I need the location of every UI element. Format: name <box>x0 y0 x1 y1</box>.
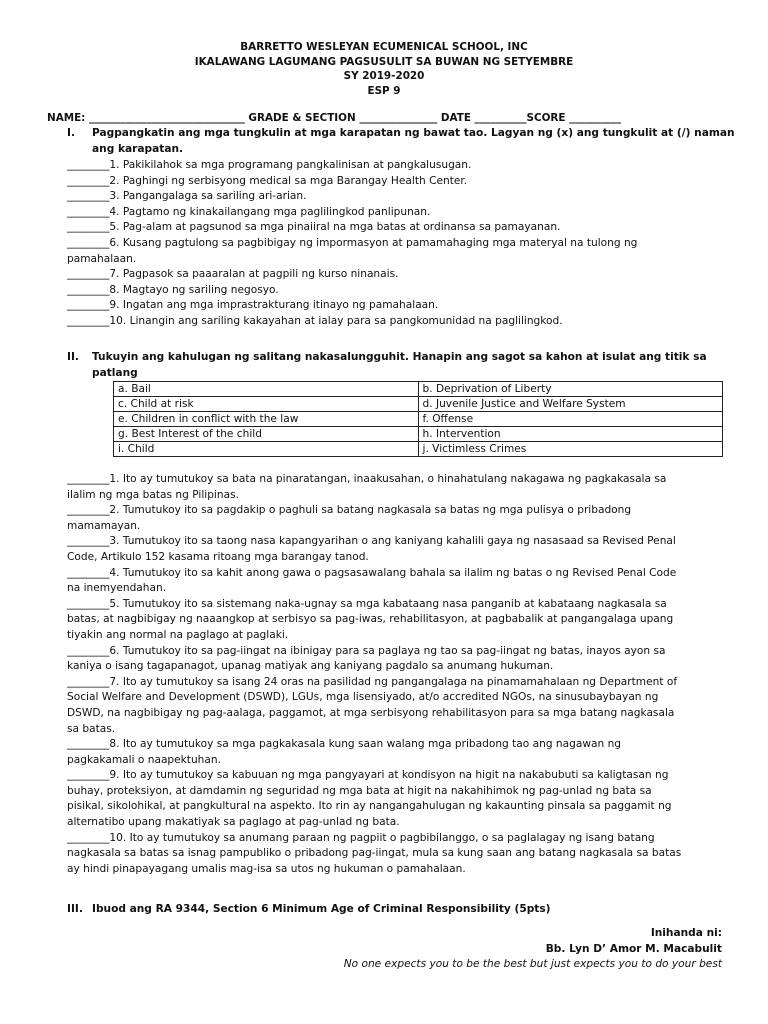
section-2-number: II. <box>67 351 79 363</box>
choice-cell: h. Intervention <box>418 427 723 442</box>
table-row <box>114 427 723 442</box>
choice-cell: i. Child <box>114 442 419 457</box>
question-item <box>67 503 727 534</box>
section-2-instruction-line: Tukuyin ang kahulugan ng salitang nakasalungguhit. Hanapin ang sagot sa kahon at isulat ang titik sa <box>92 351 707 363</box>
choice-cell: d. Juvenile Justice and Welfare System <box>418 397 723 412</box>
prepared-by-label: Inihanda ni: <box>650 927 722 939</box>
table-row <box>114 382 723 397</box>
question-line: ________10. Ito ay tumutukoy sa anumang paraan ng pagpiit o pagbibilanggo, o sa paglalagay ng isang batang <box>67 831 655 844</box>
question-line: ________2. Tumutukoy ito sa pagdakip o paghuli sa batang nagkasala sa batas ng mga pulisya o pribadong <box>67 504 632 517</box>
list-item: ________2. Paghingi ng serbisyong medical sa mga Barangay Health Center. <box>67 174 468 187</box>
question-item <box>67 472 727 503</box>
school-name: BARRETTO WESLEYAN ECUMENICAL SCHOOL, INC <box>240 41 528 53</box>
section-2-instruction <box>92 350 728 381</box>
question-line: ________3. Tumutukoy ito sa taong nasa kapangyarihan o ang kaniyang kahalili gaya ng nasasaad sa Revised Penal <box>67 535 676 548</box>
question-line: kaniya o isang tagapanagot, upanag matiyak ang kaniyang pagdalo sa anumang hukuman. <box>67 660 554 673</box>
exam-title: IKALAWANG LAGUMANG PAGSUSULIT SA BUWAN NG SETYEMBRE <box>194 55 574 68</box>
question-line: sa batas. <box>67 722 116 735</box>
subject: ESP 9 <box>367 84 401 97</box>
question-line: ________5. Tumutukoy ito sa sistemang naka-ugnay sa mga kabataang nasa panganib at kabataang nagkasala sa <box>67 597 667 610</box>
question-line: buhay, proteksiyon, at damdamin ng seguridad ng mga bata at higit na nakahihimok ng pag-unlad ng bata sa <box>67 784 652 797</box>
choice-cell: g. Best Interest of the child <box>114 427 419 442</box>
section-1-instruction <box>92 126 735 157</box>
choice-cell: f. Offense <box>418 412 723 427</box>
question-item <box>67 831 727 878</box>
question-line: ________8. Ito ay tumutukoy sa mga pagkakasala kung saan walang mga pribadong tao ang nagawan ng <box>67 738 622 751</box>
section-1-instruction-line: Pagpangkatin ang mga tungkulin at mga karapatan ng bawat tao. Lagyan ng (x) ang tungkulit at (/) naman <box>92 127 735 139</box>
student-info-line: NAME: ______________________________ GRADE & SECTION _______________ DATE __________SCORE __________ <box>47 112 622 124</box>
question-line: mamamayan. <box>67 519 141 532</box>
question-line: ________4. Tumutukoy ito sa kahit anong gawa o pagsasawalang bahala sa ilalim ng batas o ng Revised Penal Code <box>67 566 677 579</box>
table-row <box>114 397 723 412</box>
list-item: ________10. Linangin ang sariling kakayahan at ialay para sa pangkomunidad na paglilingkod. <box>67 314 563 327</box>
question-item <box>67 768 727 830</box>
question-item <box>67 566 727 597</box>
list-item: ________6. Kusang pagtulong sa pagbibigay ng impormasyon at pamamahaging mga materyal na tulong ng <box>67 236 638 249</box>
question-item <box>67 644 727 675</box>
question-line: alternatibo upang makatiyak sa paglago at pag-unlad ng bata. <box>67 816 400 829</box>
list-item: ________1. Pakikilahok sa mga programang pangkalinisan at pangkalusugan. <box>67 159 472 171</box>
choice-cell: a. Bail <box>114 382 419 397</box>
section-2-instruction-line: patlang <box>92 366 138 379</box>
section-3-instruction: Ibuod ang RA 9344, Section 6 Minimum Age of Criminal Responsibility (5pts) <box>92 903 551 915</box>
question-line: pisikal, sikolohikal, at pangkultural na aspekto. Ito rin ay nangangahulugan ng kakaunting pinsala sa paggamit ng <box>67 800 672 813</box>
question-item <box>67 534 727 565</box>
signature-block <box>344 926 722 973</box>
answer-choices-table <box>113 381 723 457</box>
question-item <box>67 597 727 644</box>
question-line: ________6. Tumutukoy ito sa pag-iingat na ibinigay para sa paglaya ng tao sa pag-iingat ng batas, inayos ayon sa <box>67 644 666 657</box>
choice-cell: b. Deprivation of Liberty <box>418 382 723 397</box>
question-line: ilalim ng mga batas ng Pilipinas. <box>67 488 239 501</box>
table-row <box>114 442 723 457</box>
question-line: ________9. Ito ay tumutukoy sa kabuuan ng mga pangyayari at kondisyon na higit na nakabubuti sa kaligtasan ng <box>67 769 669 782</box>
section-1-number: I. <box>67 127 75 139</box>
list-item: ________8. Magtayo ng sariling negosyo. <box>67 283 279 296</box>
question-line: Code, Artikulo 152 kasama ritoang mga barangay tanod. <box>67 550 369 563</box>
question-item <box>67 737 727 768</box>
section-2-questions <box>67 472 727 877</box>
question-line: DSWD, na nagbibigay ng pag-aalaga, paggamot, at mga serbisyong rehabilitasyon para sa mga batang nagkasala <box>67 706 675 719</box>
school-year: SY 2019-2020 <box>343 70 425 83</box>
question-line: pagkakamali o naapektuhan. <box>67 753 221 766</box>
question-line: batas, at nagbibigay ng naaangkop at serbisyo sa pag-iwas, rehabilitasyon, at pagbabalik at pangangalaga upang <box>67 613 674 626</box>
question-item <box>67 675 727 737</box>
question-line: ________1. Ito ay tumutukoy sa bata na pinaratangan, inaakusahan, o hinahatulang nakagawa ng pagkakasala sa <box>67 473 667 485</box>
question-line: ________7. Ito ay tumutukoy sa isang 24 oras na pasilidad ng pangangalaga na pinamamahalaan ng Department of <box>67 675 678 688</box>
choice-cell: e. Children in conflict with the law <box>114 412 419 427</box>
list-item: ________3. Pangangalaga sa sariling ari-arian. <box>67 190 307 203</box>
list-item: ________4. Pagtamo ng kinakailangang mga paglilingkod panlipunan. <box>67 205 431 218</box>
list-item: pamahalaan. <box>67 252 137 265</box>
choice-cell: c. Child at risk <box>114 397 419 412</box>
author-name: Bb. Lyn D’ Amor M. Macabulit <box>545 942 722 955</box>
section-1-items <box>67 158 727 330</box>
document-header <box>0 40 768 98</box>
list-item: ________7. Pagpasok sa paaaralan at pagpili ng kurso ninanais. <box>67 268 399 281</box>
list-item: ________9. Ingatan ang mga imprastrakturang itinayo ng pamahalaan. <box>67 299 439 312</box>
question-line: ay hindi pinapayagang umalis mag-isa sa utos ng hukuman o pamahalaan. <box>67 862 466 875</box>
question-line: na inemyendahan. <box>67 582 167 595</box>
section-1-instruction-line: ang karapatan. <box>92 142 184 155</box>
motto: No one expects you to be the best but just expects you to do your best <box>343 958 722 971</box>
question-line: Social Welfare and Development (DSWD), LGUs, mga lisensiyado, at/o accredited NGOs, na sinusubaybayan ng <box>67 691 659 704</box>
list-item: ________5. Pag-alam at pagsunod sa mga pinaiiral na mga batas at ordinansa sa pamayanan. <box>67 221 561 234</box>
table-row <box>114 412 723 427</box>
question-line: tiyakin ang normal na paglago at paglaki. <box>67 628 289 641</box>
choice-cell: j. Victimless Crimes <box>418 442 723 457</box>
question-line: nagkasala sa batas sa isnag pampubliko o pribadong pag-iingat, mula sa kung saan ang batang nagkasala sa batas <box>67 847 682 860</box>
section-3-number: III. <box>67 903 83 915</box>
